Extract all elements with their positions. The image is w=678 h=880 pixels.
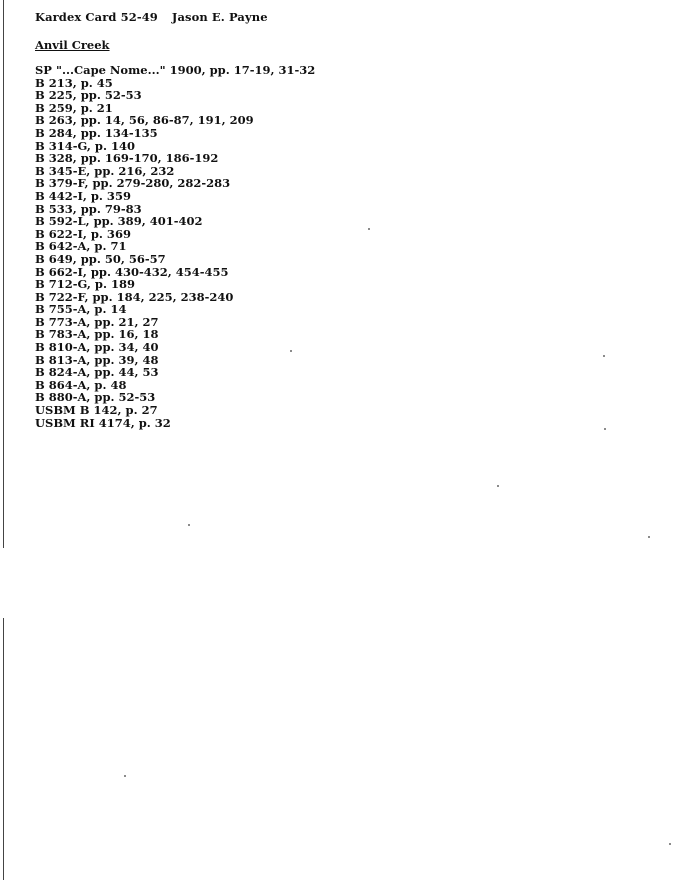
reference-item: B 263, pp. 14, 56, 86-87, 191, 209 [35,113,254,128]
reference-item: B 813-A, pp. 39, 48 [35,352,159,367]
reference-item: B 783-A, pp. 16, 18 [35,327,159,342]
reference-item: B 442-I, p. 359 [35,188,131,203]
scan-speck [124,775,126,777]
reference-item: B 810-A, pp. 34, 40 [35,340,159,355]
scan-speck [188,524,190,526]
reference-item: B 712-G, p. 189 [35,277,135,292]
reference-item: B 225, pp. 52-53 [35,88,142,103]
reference-item: B 642-A, p. 71 [35,239,127,254]
reference-list [35,64,315,429]
scan-speck [290,350,292,352]
scan-speck [497,485,499,487]
reference-item: B 722-F, pp. 184, 225, 238-240 [35,289,234,304]
reference-item: B 533, pp. 79-83 [35,201,142,216]
scan-speck [604,428,606,430]
card-label: Kardex Card 52-49 [35,10,158,24]
scan-speck [648,536,650,538]
reference-item: B 284, pp. 134-135 [35,125,158,140]
card-author: Jason E. Payne [171,10,268,24]
card-title: Anvil Creek [35,38,110,52]
reference-item: B 622-I, p. 369 [35,226,131,241]
reference-item: B 649, pp. 50, 56-57 [35,251,166,266]
reference-item: USBM B 142, p. 27 [35,403,158,418]
scan-edge-line [3,0,4,548]
reference-item: B 345-E, pp. 216, 232 [35,163,175,178]
scan-edge-line-lower [3,618,4,880]
reference-item: SP "...Cape Nome..." 1900, pp. 17-19, 31-32 [35,63,316,77]
scan-speck [669,843,671,845]
reference-item: B 773-A, pp. 21, 27 [35,314,159,329]
reference-item: USBM RI 4174, p. 32 [35,415,171,430]
reference-item: B 864-A, p. 48 [35,377,127,392]
reference-item: B 880-A, pp. 52-53 [35,390,156,405]
reference-item: B 755-A, p. 14 [35,302,127,317]
reference-item: B 213, p. 45 [35,75,113,90]
reference-item: B 824-A, pp. 44, 53 [35,365,159,380]
scan-speck [603,355,605,357]
reference-item: B 259, p. 21 [35,100,113,115]
reference-item: B 592-L, pp. 389, 401-402 [35,214,203,229]
scan-speck [368,228,370,230]
card-header [35,10,268,24]
reference-item: B 379-F, pp. 279-280, 282-283 [35,176,231,191]
reference-item: B 314-G, p. 140 [35,138,135,153]
reference-item: B 662-I, pp. 430-432, 454-455 [35,264,229,279]
reference-item: B 328, pp. 169-170, 186-192 [35,151,219,166]
